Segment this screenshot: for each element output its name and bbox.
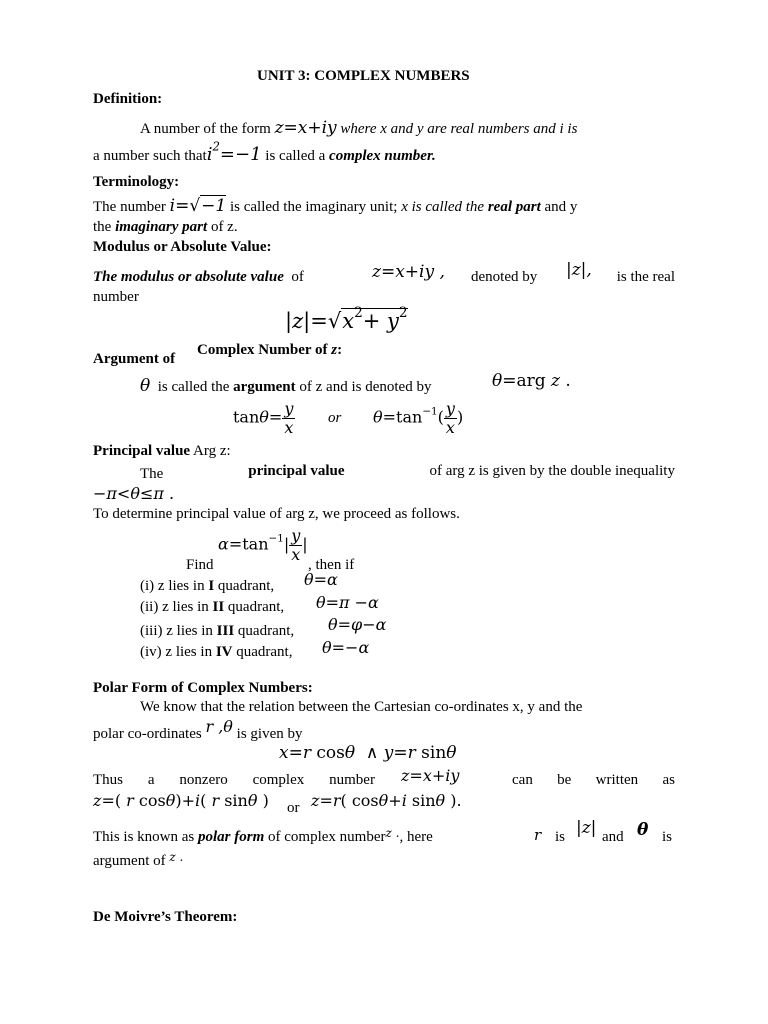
can-word-4: as bbox=[662, 772, 675, 788]
terminology-of-z: of z. bbox=[210, 219, 238, 235]
modulus-lead bbox=[93, 270, 304, 285]
polar-known-text: This is known as bbox=[93, 829, 195, 845]
terminology-line-2 bbox=[93, 220, 238, 235]
equation-theta-arg: θ=arg z . bbox=[492, 371, 571, 391]
terminology-heading: Terminology: bbox=[93, 174, 180, 190]
thus-word-5: number bbox=[329, 772, 375, 788]
thus-word-3: nonzero bbox=[179, 772, 228, 788]
argument-term: argument bbox=[233, 379, 296, 395]
can-word-3: written bbox=[595, 772, 639, 788]
polar-line-1: We know that the relation between the Cartesian co-ordinates x, y and the bbox=[140, 699, 583, 715]
principal-line-1 bbox=[140, 464, 675, 482]
case-4-quadrant: IV bbox=[215, 644, 233, 660]
case-2-pre: (ii) z lies in bbox=[140, 599, 209, 615]
definition-line-1 bbox=[140, 120, 577, 137]
case-2 bbox=[140, 600, 284, 615]
equation-tan-theta: tanθ= $\frac{y}{x}$ bbox=[233, 399, 294, 437]
argument-heading-text: Complex Number of bbox=[197, 342, 328, 358]
case-4-pre: (iv) z lies in bbox=[140, 644, 213, 660]
principal-heading-bold: Principal value bbox=[93, 443, 191, 459]
principal-the: The bbox=[140, 466, 164, 482]
can-word-1: can bbox=[512, 772, 533, 788]
terminology-line-1 bbox=[93, 198, 577, 215]
polar-is-2: is bbox=[662, 829, 673, 845]
case-1-quadrant: I bbox=[208, 578, 215, 594]
principal-heading-rest: Arg z: bbox=[193, 443, 231, 459]
page-title: UNIT 3: COMPLEX NUMBERS bbox=[257, 68, 470, 84]
case-2-post: quadrant, bbox=[227, 599, 285, 615]
equation-abs-z-2: |z| bbox=[576, 818, 597, 838]
thus-word-1: Thus bbox=[93, 772, 123, 788]
equation-case-2: θ=π −α bbox=[316, 593, 379, 612]
polar-line-2 bbox=[93, 717, 303, 742]
equation-polar-1: z=( r cosθ)+i( r sinθ ) bbox=[93, 791, 269, 810]
imaginary-part-term: imaginary part bbox=[115, 219, 208, 235]
equation-z-def: z=x+iy bbox=[274, 118, 337, 138]
equation-i-squared: $i^2=-1$ bbox=[206, 139, 262, 165]
thus-word-4: complex bbox=[252, 772, 305, 788]
argument-text-2: of z and is denoted by bbox=[299, 379, 432, 395]
terminology-text: The number bbox=[93, 199, 166, 215]
polar-arg-text: argument of bbox=[93, 853, 166, 869]
definition-line-2 bbox=[93, 139, 436, 165]
case-1-post: quadrant, bbox=[217, 578, 275, 594]
principal-value-term: principal value bbox=[248, 463, 345, 479]
polar-heading: Polar Form of Complex Numbers: bbox=[93, 680, 313, 696]
case-4 bbox=[140, 645, 292, 660]
polar-is: is bbox=[555, 829, 566, 845]
modulus-heading: Modulus or Absolute Value: bbox=[93, 239, 272, 255]
modulus-term: The modulus or absolute value bbox=[93, 269, 284, 285]
thus-word-2: a bbox=[147, 772, 155, 788]
argument-heading-b: Complex Number of z: bbox=[197, 342, 343, 358]
case-3-quadrant: III bbox=[216, 623, 235, 639]
equation-inequality: −π<θ≤π . bbox=[93, 484, 175, 503]
can-word-2: be bbox=[557, 772, 572, 788]
equation-r-theta: r ,θ bbox=[205, 717, 233, 736]
theta-symbol: θ bbox=[140, 376, 151, 396]
principal-determine: To determine principal value of arg z, we proceed as follows. bbox=[93, 506, 460, 522]
demoivre-heading: De Moivre’s Theorem: bbox=[93, 909, 238, 925]
polar-is-given: is given by bbox=[236, 726, 303, 742]
z-symbol: z . bbox=[385, 826, 400, 840]
equation-case-4: θ=−α bbox=[322, 638, 370, 657]
real-part-term: real part bbox=[487, 199, 541, 215]
principal-heading bbox=[93, 444, 231, 459]
equation-i-sqrt: i=√−1 bbox=[169, 196, 227, 216]
principal-then-if: , then if bbox=[308, 557, 355, 573]
principal-find: Find bbox=[186, 557, 214, 573]
terminology-x: x is called the bbox=[401, 199, 485, 215]
polar-known-line bbox=[93, 826, 433, 845]
modulus-number: number bbox=[93, 289, 139, 305]
equation-abs-z: |z|, bbox=[566, 260, 592, 280]
argument-or: or bbox=[328, 410, 342, 426]
polar-or: or bbox=[287, 800, 300, 816]
terminology-the: the bbox=[93, 219, 112, 235]
modulus-of: of bbox=[291, 269, 304, 285]
definition-text-4: is called a bbox=[265, 148, 326, 164]
polar-form-term: polar form bbox=[198, 829, 265, 845]
case-3-pre: (iii) z lies in bbox=[140, 623, 213, 639]
principal-given: of arg z is given by the double inequality bbox=[429, 463, 675, 479]
polar-and: and bbox=[602, 829, 624, 845]
equation-cartesian: x=r cosθ ∧ y=r sinθ bbox=[279, 743, 457, 763]
polar-known-text-2: of complex number bbox=[268, 829, 386, 845]
polar-argument-of bbox=[93, 850, 184, 869]
equation-case-3: θ=φ−α bbox=[328, 615, 387, 634]
equation-alpha: $\alpha=\tan^{-1}|$ $\frac{y}{x}$ | bbox=[218, 526, 308, 564]
equation-modulus: $|z|=√x^2+ y^2$ bbox=[285, 305, 408, 333]
equation-polar-2: z=r( cosθ+i sinθ ). bbox=[311, 791, 462, 810]
r-symbol: r bbox=[534, 826, 542, 844]
z-symbol-2: z . bbox=[169, 850, 184, 864]
case-3 bbox=[140, 624, 294, 639]
case-2-quadrant: II bbox=[212, 599, 225, 615]
case-1-pre: (i) z lies in bbox=[140, 578, 205, 594]
terminology-and: and y bbox=[544, 199, 578, 215]
polar-thus-line bbox=[93, 773, 375, 788]
case-1 bbox=[140, 579, 274, 594]
argument-line bbox=[140, 378, 431, 395]
equation-case-1: θ=α bbox=[304, 570, 338, 589]
definition-heading: Definition: bbox=[93, 91, 163, 107]
argument-text: is called the bbox=[157, 379, 230, 395]
definition-text-3: a number such that bbox=[93, 148, 207, 164]
equation-arctan: $\theta=\tan^{-1}$( $\frac{y}{x}$ ) bbox=[373, 399, 464, 437]
definition-text-2: where x and y are real numbers and i is bbox=[340, 121, 578, 137]
polar-can-line bbox=[512, 773, 675, 788]
equation-z-def-3: z=x+iy bbox=[401, 766, 460, 785]
terminology-text-2: is called the imaginary unit; bbox=[229, 199, 398, 215]
case-3-post: quadrant, bbox=[237, 623, 295, 639]
polar-here: , here bbox=[399, 829, 433, 845]
modulus-is-real: is the real bbox=[616, 269, 675, 285]
modulus-denoted-by: denoted by bbox=[471, 269, 538, 285]
polar-text: polar co-ordinates bbox=[93, 726, 202, 742]
theta-symbol-2: θ bbox=[637, 820, 649, 840]
equation-z-def-2: z=x+iy , bbox=[372, 262, 445, 282]
argument-heading-a: Argument of bbox=[93, 351, 176, 367]
definition-text: A number of the form bbox=[140, 121, 271, 137]
argument-heading-z: z bbox=[331, 342, 338, 358]
case-4-post: quadrant, bbox=[236, 644, 293, 660]
complex-number-term: complex number. bbox=[329, 148, 436, 164]
